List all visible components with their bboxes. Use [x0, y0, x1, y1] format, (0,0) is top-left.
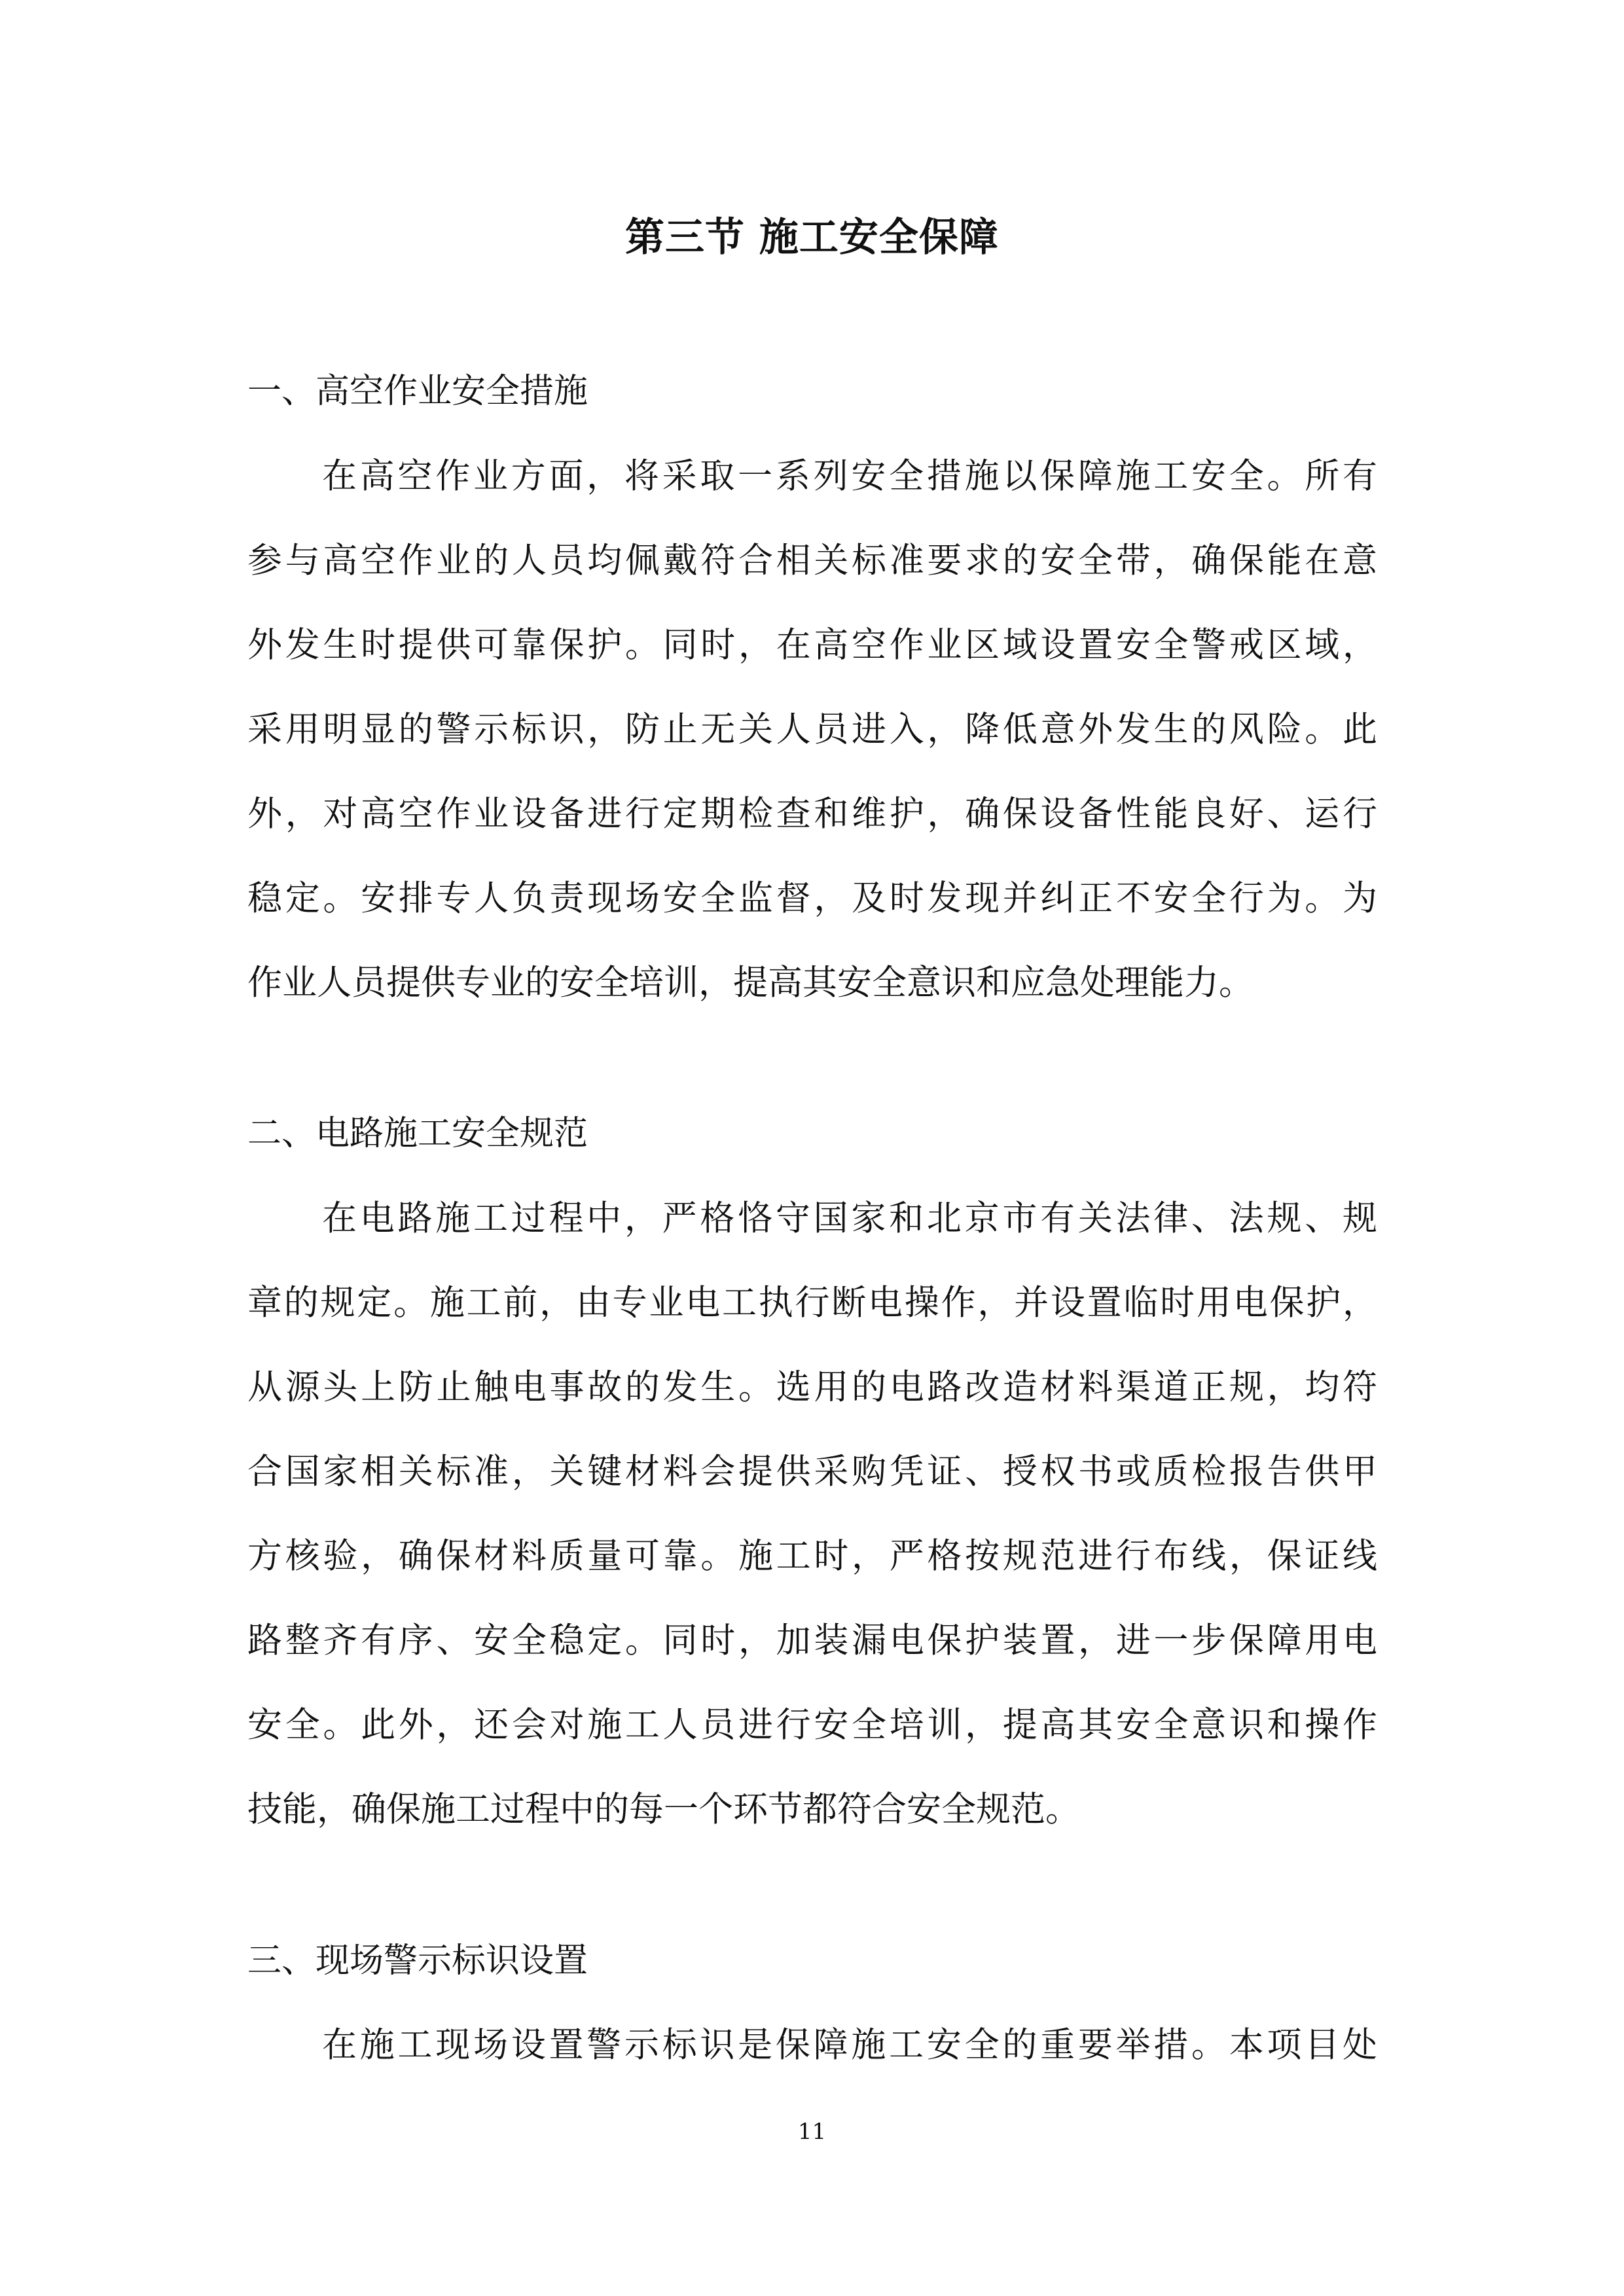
section-heading-1: 一、高空作业安全措施: [247, 372, 588, 411]
paragraph-line: 在电路施工过程中，严格恪守国家和北京市有关法律、法规、规: [322, 1198, 1377, 1238]
paragraph-line: 方核验，确保材料质量可靠。施工时，严格按规范进行布线，保证线: [247, 1536, 1377, 1576]
page-number: 11: [797, 2119, 827, 2145]
paragraph-line: 安全。此外，还会对施工人员进行安全培训，提高其安全意识和操作: [247, 1705, 1377, 1745]
paragraph-line: 技能，确保施工过程中的每一个环节都符合安全规范。: [247, 1789, 1080, 1829]
paragraph-line: 路整齐有序、安全稳定。同时，加装漏电保护装置，进一步保障用电: [247, 1621, 1377, 1660]
paragraph-line: 合国家相关标准，关键材料会提供采购凭证、授权书或质检报告供甲: [247, 1452, 1377, 1492]
section-title: 第三节 施工安全保障: [625, 215, 999, 260]
paragraph-line: 稳定。安排专人负责现场安全监督，及时发现并纠正不安全行为。为: [247, 878, 1377, 918]
paragraph-line: 在高空作业方面，将采取一系列安全措施以保障施工安全。所有: [322, 456, 1377, 496]
section-heading-3: 三、现场警示标识设置: [247, 1941, 588, 1981]
paragraph-line: 采用明显的警示标识，防止无关人员进入，降低意外发生的风险。此: [247, 709, 1377, 749]
section-heading-2: 二、电路施工安全规范: [247, 1114, 588, 1153]
paragraph-line: 参与高空作业的人员均佩戴符合相关标准要求的安全带，确保能在意: [247, 541, 1377, 581]
paragraph-line: 作业人员提供专业的安全培训，提高其安全意识和应急处理能力。: [247, 963, 1254, 1003]
paragraph-line: 外发生时提供可靠保护。同时，在高空作业区域设置安全警戒区域，: [247, 625, 1377, 665]
paragraph-line: 从源头上防止触电事故的发生。选用的电路改造材料渠道正规，均符: [247, 1367, 1377, 1407]
paragraph-line: 在施工现场设置警示标识是保障施工安全的重要举措。本项目处: [322, 2025, 1377, 2065]
paragraph-line: 章的规定。施工前，由专业电工执行断电操作，并设置临时用电保护，: [247, 1283, 1377, 1323]
paragraph-line: 外，对高空作业设备进行定期检查和维护，确保设备性能良好、运行: [247, 794, 1377, 834]
